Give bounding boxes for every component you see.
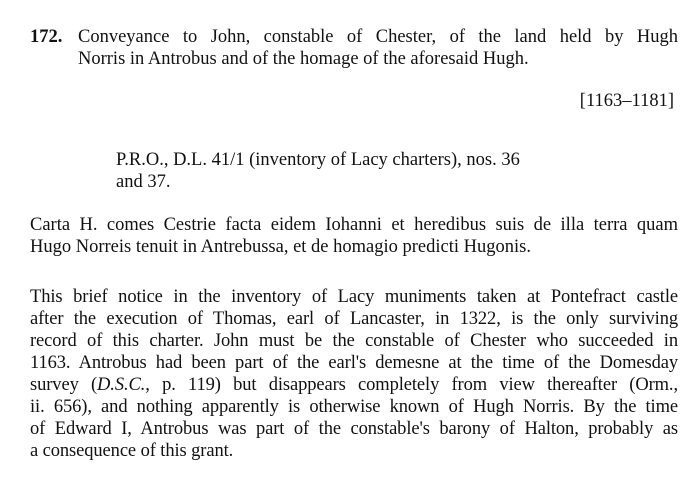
- charter-text: [30, 214, 678, 258]
- commentary-line: ii. 656), and nothing apparently is otherwise known of Hugh Norris. By the time: [30, 397, 678, 417]
- entry-title-line: Norris in Antrobus and of the homage of the aforesaid Hugh.: [78, 49, 529, 69]
- source-reference-line: and 37.: [116, 172, 171, 192]
- entry-header: [30, 26, 678, 70]
- commentary-line: [30, 374, 678, 396]
- commentary-text: survey (: [30, 375, 98, 395]
- commentary-line: 1163. Antrobus had been part of the earl's demesne at the time of the Domesday: [30, 353, 678, 373]
- entry-date: [1163–1181]: [579, 91, 674, 111]
- entry-title: [78, 26, 678, 70]
- citation-abbreviation: D.S.C.: [97, 375, 146, 395]
- entry-number: 172.: [30, 27, 63, 47]
- commentary-line: after the execution of Thomas, earl of Lancaster, in 1322, is the only surviving: [30, 309, 678, 329]
- commentary-line: This brief notice in the inventory of Lacy muniments taken at Pontefract castle: [30, 287, 678, 307]
- source-reference-line: P.R.O., D.L. 41/1 (inventory of Lacy charters), nos. 36: [116, 150, 520, 170]
- commentary-line: a consequence of this grant.: [30, 441, 234, 461]
- charter-text-line: Hugo Norreis tenuit in Antrebussa, et de homagio predicti Hugonis.: [30, 237, 531, 257]
- source-reference: [116, 149, 586, 193]
- commentary-line: of Edward I, Antrobus was part of the constable's barony of Halton, probably as: [30, 419, 678, 439]
- charter-text-line: Carta H. comes Cestrie facta eidem Iohanni et heredibus suis de illa terra quam: [30, 215, 678, 235]
- commentary-paragraph: [30, 286, 678, 462]
- commentary-line: record of this charter. John must be the constable of Chester who succeeded in: [30, 331, 678, 351]
- commentary-text: , p. 119) but disappears completely from view thereafter (Orm.,: [145, 375, 678, 395]
- entry-title-line: Conveyance to John, constable of Chester, of the land held by Hugh: [78, 27, 678, 47]
